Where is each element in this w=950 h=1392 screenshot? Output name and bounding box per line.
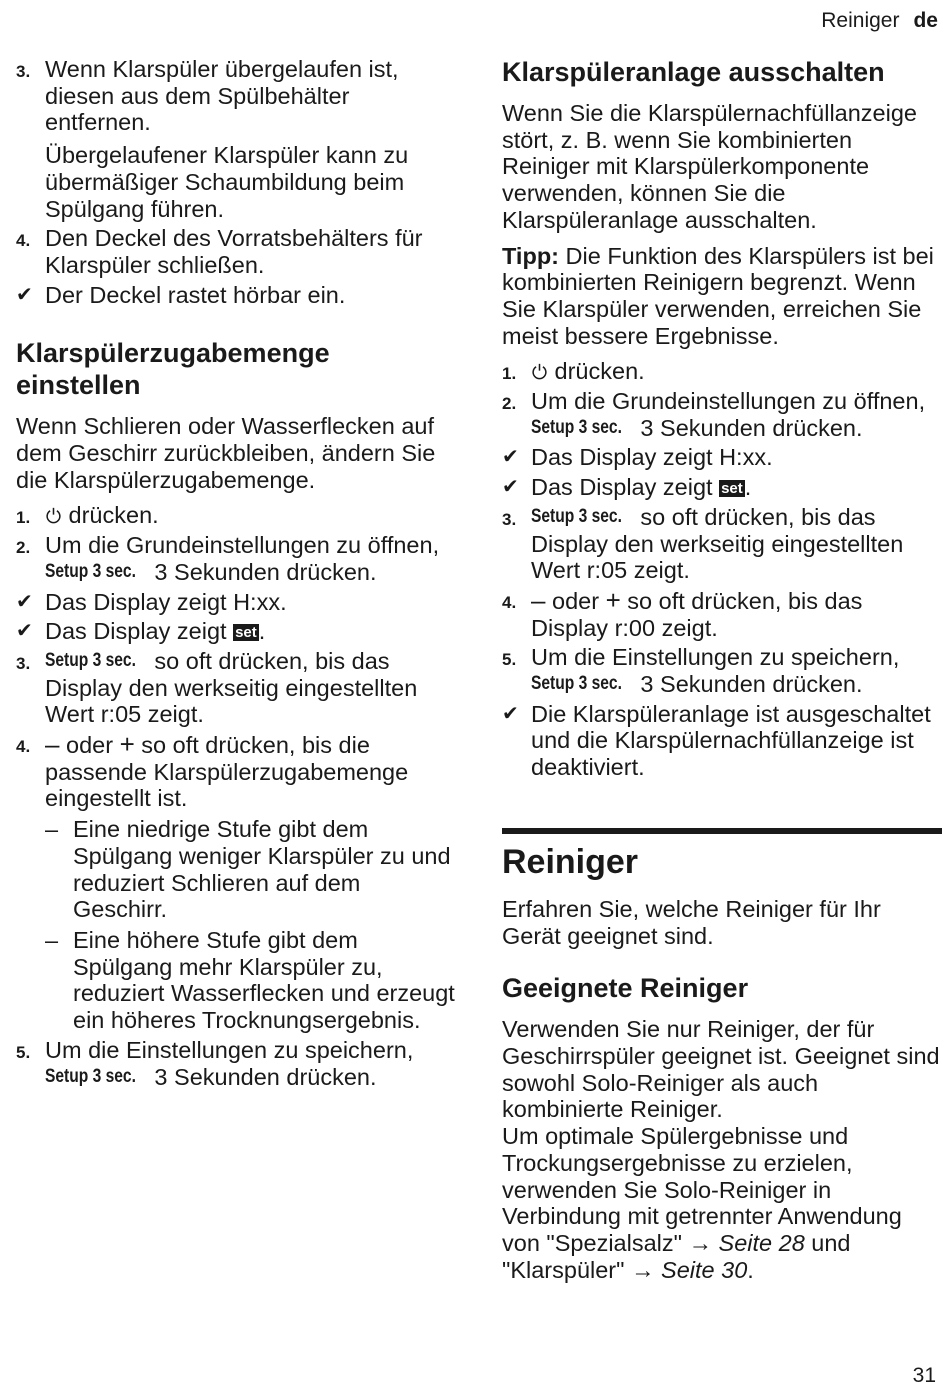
page-ref-link[interactable]: Seite 28 — [718, 1229, 805, 1256]
chapter-intro: Erfahren Sie, welche Reiniger für Ihr Gerät geeignet sind. — [502, 895, 881, 949]
step-text: drücken. — [554, 358, 645, 385]
tip-text: Die Funktion des Klarspülers ist bei kombinierten Reinigern begrenzt. Wenn Sie Klarspüler verwenden, erreichen Sie meist bessere Ergebnisse. — [502, 242, 934, 349]
minus-icon: – — [45, 729, 60, 760]
header-section: Reiniger — [821, 9, 900, 32]
step-number: 2. — [16, 538, 31, 558]
set-display-icon: set — [235, 624, 257, 642]
section-heading-dosage: Klarspülerzugabemenge einstellen — [16, 338, 330, 401]
result-text: Das Display zeigt — [45, 618, 227, 645]
result-text: Das Display zeigt H:xx. — [45, 588, 287, 615]
check-icon: ✔ — [502, 702, 519, 725]
step-1-right — [502, 358, 942, 385]
setup-key-label: Setup 3 sec. — [45, 1065, 136, 1087]
step-text-post: 3 Sekunden drücken. — [154, 1063, 377, 1090]
step-text-pre: Um die Grundeinstellungen zu öffnen, — [45, 532, 440, 559]
page-ref-link[interactable]: Seite 30 — [661, 1256, 748, 1283]
minus-icon: – — [531, 584, 546, 615]
step-2-right — [502, 388, 942, 441]
plus-icon: + — [119, 729, 135, 760]
step-text-post: so oft drücken, bis die passende Klarspülerzugabemenge eingestellt ist. — [45, 732, 409, 812]
page-number: 31 — [912, 1364, 936, 1387]
result-display-hxx-right — [502, 444, 942, 471]
step-number: 4. — [502, 592, 517, 612]
step-4-left — [16, 225, 456, 278]
check-icon: ✔ — [16, 620, 33, 643]
para-text: Um optimale Spülergebnisse und Trockungsergebnisse zu erzielen, verwenden Sie Solo-Reiniger in Verbindung mit getrennter Anwendung von "Spezialsalz" — [502, 1123, 902, 1256]
step-text-post: 3 Sekunden drücken. — [154, 558, 377, 585]
result-text: Das Display zeigt — [531, 474, 713, 501]
header-language: de — [913, 9, 938, 32]
dash-bullet: – — [45, 926, 59, 953]
section-heading-disable: Klarspüleranlage ausschalten — [502, 57, 885, 87]
setup-key-label: Setup 3 sec. — [531, 673, 622, 695]
set-display-icon: set — [721, 480, 743, 498]
check-icon: ✔ — [502, 446, 519, 469]
dash-item-high — [45, 927, 456, 1034]
step-number: 4. — [16, 231, 31, 251]
check-icon: ✔ — [502, 476, 519, 499]
step-5-right — [502, 644, 942, 697]
step-1-left — [16, 502, 456, 529]
right-column — [502, 56, 942, 1292]
intro-disable: Wenn Sie die Klarspülernachfüllanzeige stört, z. B. wenn Sie kombinierten Reiniger mit Klarspülerkomponente verwenden, können Sie die Klarspüleranlage ausschalten. — [502, 100, 917, 233]
paragraph-suitable: Verwenden Sie nur Reiniger, der für Geschirrspüler geeignet ist. Geeignet sind sowohl Solo-Reiniger als auch kombinierte Reiniger. — [502, 1016, 940, 1123]
para-period: . — [747, 1256, 754, 1283]
left-column — [16, 56, 456, 1093]
step-number: 3. — [16, 62, 31, 81]
step-text-post: so oft drücken, bis das Display den werkseitig eingestellten Wert r:05 zeigt. — [45, 647, 418, 728]
setup-key-label: Setup 3 sec. — [531, 416, 622, 438]
dash-item-low — [45, 816, 456, 923]
result-lid-click — [16, 282, 456, 309]
step-3-right — [502, 504, 942, 584]
step-number: 1. — [502, 364, 517, 384]
arrow-icon: → — [688, 1229, 712, 1256]
arrow-icon: → — [631, 1256, 655, 1283]
result-display-set-right: ✔ Das Display zeigt set. — [502, 474, 752, 501]
setup-key-label: Setup 3 sec. — [45, 649, 136, 671]
intro-dosage: Wenn Schlieren oder Wasserflecken auf dem Geschirr zurückbleiben, ändern Sie die Klarspülerzugabemenge. — [16, 413, 436, 493]
result-display-hxx — [16, 589, 456, 616]
tip-label: Tipp: — [502, 242, 559, 269]
step-number: 5. — [16, 1042, 31, 1062]
result-disabled — [502, 701, 942, 781]
result-text: Die Klarspüleranlage ist ausgeschaltet und die Klarspülernachfüllanzeige ist deaktiviert. — [531, 700, 931, 781]
step-text-post: so oft drücken, bis das Display r:00 zeigt. — [531, 587, 863, 641]
step-number: 2. — [502, 394, 517, 414]
result-text: Das Display zeigt H:xx. — [531, 444, 773, 471]
check-icon: ✔ — [16, 283, 33, 306]
dash-bullet: – — [45, 816, 59, 843]
tip-paragraph — [502, 243, 942, 350]
step-text-post: so oft drücken, bis das Display den werkseitig eingestellten Wert r:05 zeigt. — [531, 503, 904, 584]
para-text-mid: "Klarspüler" — [502, 1256, 625, 1283]
chapter-heading: Reiniger — [502, 828, 942, 882]
step-number: 5. — [502, 650, 517, 670]
step-text: Den Deckel des Vorratsbehälters für Klarspüler schließen. — [45, 225, 423, 278]
step-3-left — [16, 56, 456, 222]
result-display-set: ✔ Das Display zeigt set. — [16, 618, 266, 645]
step-text-pre: Um die Grundeinstellungen zu öffnen, — [531, 388, 926, 415]
step-number: 3. — [16, 653, 31, 673]
setup-key-label: Setup 3 sec. — [45, 560, 136, 582]
page-header — [821, 8, 938, 34]
plus-icon: + — [605, 584, 621, 615]
step-text-post: 3 Sekunden drücken. — [640, 671, 863, 698]
step-text: Wenn Klarspüler übergelaufen ist, diesen aus dem Spülbehälter entfernen. — [45, 56, 399, 136]
step-number: 1. — [16, 508, 31, 528]
step-number: 4. — [16, 737, 31, 757]
step-text-pre: Um die Einstellungen zu speichern, — [531, 644, 900, 671]
setup-key-label: Setup 3 sec. — [531, 505, 622, 527]
power-icon — [45, 507, 62, 524]
step-note: Übergelaufener Klarspüler kann zu übermäßiger Schaumbildung beim Spülgang führen. — [45, 142, 409, 222]
step-text: drücken. — [68, 502, 159, 529]
dash-text: Eine höhere Stufe gibt dem Spülgang mehr Klarspüler zu, reduziert Wasserflecken und erzeugt ein höheres Trocknungsergebnis. — [73, 926, 455, 1034]
step-text-post: 3 Sekunden drücken. — [640, 414, 863, 441]
paragraph-recommendation — [502, 1123, 942, 1283]
check-icon: ✔ — [16, 590, 33, 613]
sub-heading-suitable: Geeignete Reiniger — [502, 973, 749, 1004]
power-icon — [531, 363, 548, 380]
step-4b-left — [16, 731, 456, 1034]
step-text-mid: oder — [552, 587, 600, 614]
dash-text: Eine niedrige Stufe gibt dem Spülgang weniger Klarspüler zu und reduziert Schlieren auf dem Geschirr. — [73, 816, 451, 923]
para-and: und — [811, 1229, 851, 1256]
step-text-pre: Um die Einstellungen zu speichern, — [45, 1036, 414, 1063]
result-text: Der Deckel rastet hörbar ein. — [45, 281, 346, 308]
step-4-right — [502, 584, 942, 641]
step-5-left — [16, 1037, 456, 1090]
step-number: 3. — [502, 509, 517, 529]
step-2-left — [16, 532, 456, 585]
step-3b-left — [16, 648, 456, 728]
step-text-mid: oder — [66, 732, 114, 759]
